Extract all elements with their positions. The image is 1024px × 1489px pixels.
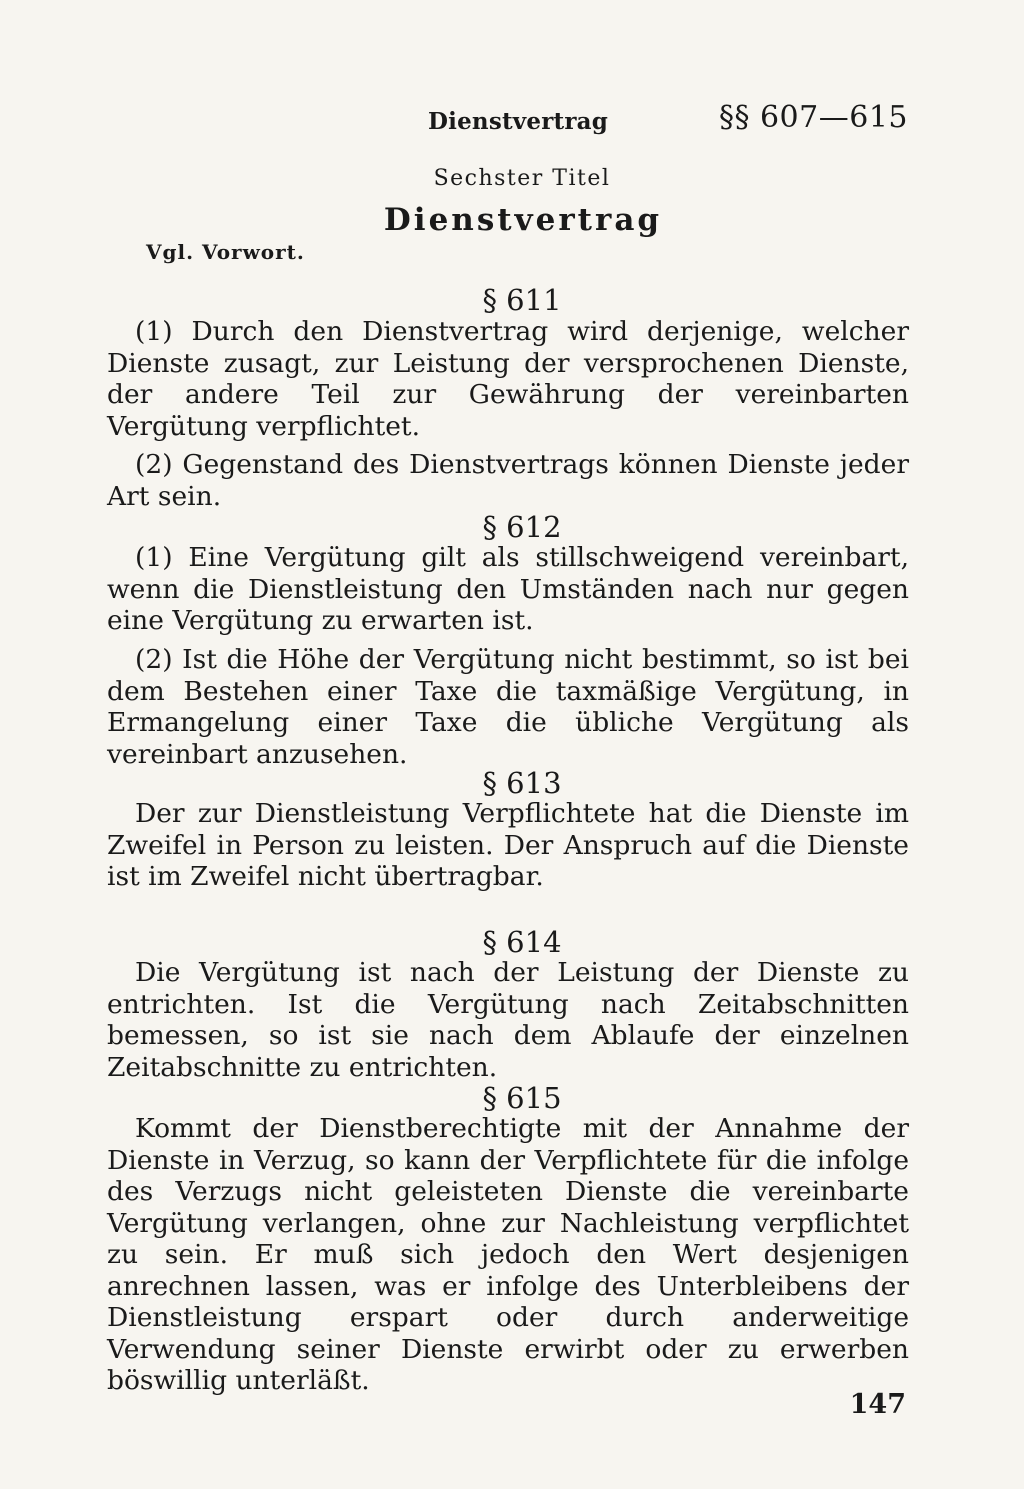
- running-head-section-range: §§ 607—615: [718, 100, 908, 135]
- section-615-paragraph-1: Kommt der Dienstberechtigte mit der Annahme der Dienste in Verzug, so kann der Verpflichtete für die infolge des Verzugs nicht geleisteten Dienste die vereinbarte Vergütung verlangen, ohne zur Nachleistung verpflichtet zu sein. Er muß sich jedoch den Wert desjenigen anrechnen lassen, was er infolge des Unterbleibens der Dienstleistung erspart oder durch anderweitige Verwendung seiner Dienste erwirbt oder zu erwerben böswillig unterläßt.: [107, 1113, 909, 1396]
- running-head-title: Dienstvertrag: [428, 108, 609, 135]
- part-label: Sechster Titel: [433, 166, 611, 191]
- cross-reference-note: Vgl. Vorwort.: [146, 240, 305, 264]
- section-614-title: § 614: [482, 925, 562, 959]
- section-612-title: § 612: [482, 510, 562, 544]
- section-615-title: § 615: [482, 1081, 562, 1115]
- section-613-paragraph-1: Der zur Dienstleistung Verpflichtete hat die Dienste im Zweifel in Person zu leisten. Der Anspruch auf die Dienste ist im Zweifel nicht übertragbar.: [107, 798, 909, 892]
- section-612-paragraph-2: (2) Ist die Höhe der Vergütung nicht bestimmt, so ist bei dem Bestehen einer Taxe die taxmäßige Vergütung, in Ermangelung einer Taxe die übliche Vergütung als vereinbart anzusehen.: [107, 644, 909, 770]
- section-611-paragraph-2: (2) Gegenstand des Dienstvertrags können Dienste jeder Art sein.: [107, 449, 909, 512]
- section-613-title: § 613: [482, 766, 562, 800]
- section-612-paragraph-1: (1) Eine Vergütung gilt als stillschweigend vereinbart, wenn die Dienstleistung den Umständen nach nur gegen eine Vergütung zu erwarten ist.: [107, 542, 909, 636]
- section-611-title: § 611: [482, 283, 562, 317]
- page-number: 147: [849, 1389, 906, 1420]
- section-614-paragraph-1: Die Vergütung ist nach der Leistung der Dienste zu entrichten. Ist die Vergütung nach Zeitabschnitten bemessen, so ist sie nach dem Ablaufe der einzelnen Zeitabschnitte zu entrichten.: [107, 957, 909, 1083]
- part-heading: Dienstvertrag: [383, 202, 663, 238]
- section-611-paragraph-1: (1) Durch den Dienstvertrag wird derjenige, welcher Dienste zusagt, zur Leistung der versprochenen Dienste, der andere Teil zur Gewährung der vereinbarten Vergütung verpflichtet.: [107, 316, 909, 442]
